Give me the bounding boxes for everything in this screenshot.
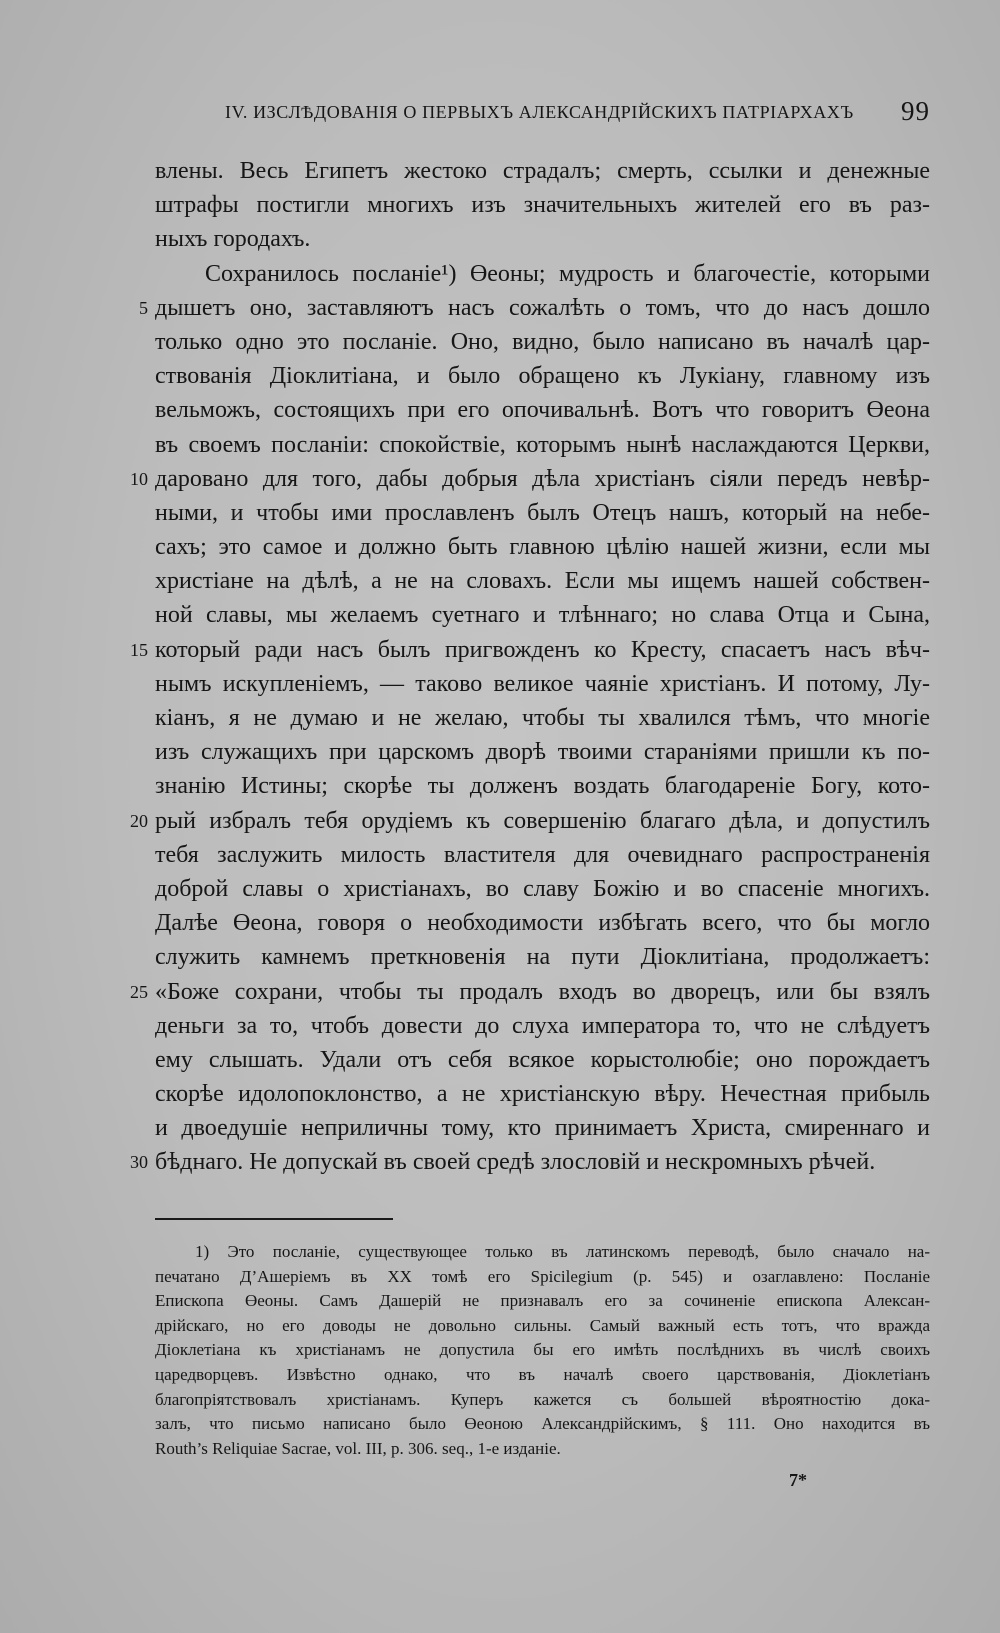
text-line xyxy=(155,872,930,906)
text-line xyxy=(155,598,930,632)
running-title: IV. ИЗСЛѢДОВАНІЯ О ПЕРВЫХЪ АЛЕКСАНДРІЙСКИХЪ ПАТРІАРХАХЪ xyxy=(225,102,854,122)
line-number: 25 xyxy=(130,981,148,1002)
text-line xyxy=(130,804,930,838)
line-text: въ своемъ посланіи: спокойствіе, которымъ нынѣ наслаждаются Церкви, xyxy=(155,431,930,458)
main-text xyxy=(130,154,930,1180)
text-line xyxy=(155,564,930,598)
footnote-line xyxy=(155,1437,930,1462)
footnote-line xyxy=(155,1388,930,1413)
footnote-line xyxy=(155,1289,930,1314)
footnote-line xyxy=(155,1265,930,1290)
text-line xyxy=(155,530,930,564)
text-line xyxy=(155,154,930,188)
page-header xyxy=(225,96,930,126)
text-line xyxy=(155,1111,930,1145)
line-text: который ради насъ былъ пригвожденъ ко Кресту, спасаетъ насъ вѣч- xyxy=(155,636,930,663)
line-text: нымъ искупленіемъ, — таково великое чаяніе христіанъ. И потому, Лу- xyxy=(155,670,930,697)
line-text: ныхъ городахъ. xyxy=(155,226,311,253)
footnote-line xyxy=(155,1338,930,1363)
line-text: знанію Истины; скорѣе ты долженъ воздать благодареніе Богу, кото- xyxy=(155,773,930,800)
text-line xyxy=(155,428,930,462)
line-text: дышетъ оно, заставляютъ насъ сожалѣть о томъ, что до насъ дошло xyxy=(155,294,930,321)
text-line xyxy=(155,393,930,427)
footnote-line xyxy=(155,1412,930,1437)
line-text: скорѣе идолопоклонство, а не христіанскую вѣру. Нечестная прибыль xyxy=(155,1081,930,1108)
line-number: 15 xyxy=(130,639,148,660)
line-text: ствованія Діоклитіана, и было обращено къ Лукіану, главному изъ xyxy=(155,363,930,390)
line-text: рый избралъ тебя орудіемъ къ совершенію благаго дѣла, и допустилъ xyxy=(155,807,930,834)
footnote-text: царедворцевъ. Извѣстно однако, что въ началѣ своего царствованія, Діоклетіанъ xyxy=(155,1364,930,1384)
footnote-divider xyxy=(155,1218,393,1220)
text-line xyxy=(130,975,930,1009)
line-text: вельможъ, состоящихъ при его опочивальнѣ. Вотъ что говоритъ Өеона xyxy=(155,397,930,424)
line-text: кіанъ, я не думаю и не желаю, чтобы ты хвалился тѣмъ, что многіе xyxy=(155,705,930,731)
text-line xyxy=(155,325,930,359)
footnote-text: Епископа Өеоны. Самъ Дашерій не признавалъ его за сочиненіе епископа Алексан- xyxy=(155,1291,930,1311)
line-text: тебя заслужить милость властителя для очевиднаго распространенія xyxy=(155,841,930,868)
text-line xyxy=(139,291,930,325)
line-text: служить камнемъ преткновенія на пути Діоклитіана, продолжаетъ: xyxy=(155,944,930,971)
line-text: доброй славы о христіанахъ, во славу Божію и во спасеніе многихъ. xyxy=(155,875,930,902)
signature-mark: 7* xyxy=(789,1470,807,1490)
line-text: сахъ; это самое и должно быть главною цѣлію нашей жизни, если мы xyxy=(155,534,930,561)
line-text: даровано для того, дабы добрыя дѣла христіанъ сіяли передъ невѣр- xyxy=(155,465,930,492)
text-line xyxy=(155,838,930,872)
line-text: ему слышать. Удали отъ себя всякое корыстолюбіе; оно порождаетъ xyxy=(155,1046,930,1073)
line-text: деньги за то, чтобъ довести до слуха императора то, что не слѣдуетъ xyxy=(155,1012,930,1039)
footnote-line xyxy=(155,1240,930,1265)
text-line xyxy=(155,667,930,701)
line-text: ной славы, мы желаемъ суетнаго и тлѣннаго; но слава Отца и Сына, xyxy=(155,602,930,629)
line-text: и двоедушіе неприличны тому, кто принимаетъ Христа, смиреннаго и xyxy=(155,1115,930,1142)
footnote-text: благопріятствовалъ христіанамъ. Куперъ кажется съ большей вѣроятностію дока- xyxy=(155,1389,930,1409)
text-line xyxy=(155,769,930,803)
footnote-text: Діоклетіана къ христіанамъ не допустила бы его имѣть послѣднихъ въ числѣ своихъ xyxy=(155,1340,930,1360)
footnote-text: печатано Д’Ашеріемъ въ XX томѣ его Spicilegium (р. 545) и озаглавлено: Посланіе xyxy=(155,1266,930,1286)
text-line xyxy=(155,735,930,769)
line-text: христіане на дѣлѣ, а не на словахъ. Если мы ищемъ нашей собствен- xyxy=(155,568,930,595)
line-text: изъ служащихъ при царскомъ дворѣ твоими стараніями пришли къ по- xyxy=(155,739,930,766)
line-number: 10 xyxy=(130,468,148,489)
text-line xyxy=(155,257,930,291)
line-text: «Боже сохрани, чтобы ты продалъ входъ во дворецъ, или бы взялъ xyxy=(155,978,930,1005)
line-text: только одно это посланіе. Оно, видно, было написано въ началѣ цар- xyxy=(155,328,930,355)
text-line xyxy=(155,222,930,256)
footnote-line xyxy=(155,1314,930,1339)
text-line xyxy=(155,940,930,974)
text-line xyxy=(130,633,930,667)
text-line xyxy=(155,701,930,735)
footnote-text: залъ, что письмо написано было Өеоною Александрійскимъ, § 111. Оно находится въ xyxy=(155,1414,930,1434)
text-line xyxy=(155,359,930,393)
line-number: 20 xyxy=(130,810,148,831)
footnotes xyxy=(155,1240,930,1461)
footnote-text: дрійскаго, но его доводы не довольно сильны. Самый важный есть тотъ, что вражда xyxy=(155,1315,930,1335)
text-line xyxy=(155,188,930,222)
footnote-text: 1) Это посланіе, существующее только въ латинскомъ переводѣ, было сначало на- xyxy=(195,1242,930,1261)
line-text: ными, и чтобы ими прославленъ былъ Отецъ нашъ, который на небе- xyxy=(155,499,930,526)
text-line xyxy=(130,1145,930,1179)
line-text: штрафы постигли многихъ изъ значительныхъ жителей его въ раз- xyxy=(155,192,930,219)
text-line xyxy=(155,1043,930,1077)
page-number: 99 xyxy=(901,96,930,126)
line-text: Сохранилось посланіе¹) Өеоны; мудрость и благочестіе, которыми xyxy=(205,260,930,287)
line-number: 5 xyxy=(139,297,148,318)
line-number: 30 xyxy=(130,1152,148,1173)
text-line xyxy=(130,462,930,496)
line-text: бѣднаго. Не допускай въ своей средѣ злословій и нескромныхъ рѣчей. xyxy=(155,1149,876,1176)
text-line xyxy=(155,1009,930,1043)
line-text: Далѣе Өеона, говоря о необходимости избѣгать всего, что бы могло xyxy=(155,910,930,937)
footnote-line xyxy=(155,1363,930,1388)
line-text: влены. Весь Египетъ жестоко страдалъ; смерть, ссылки и денежные xyxy=(155,158,930,184)
text-line xyxy=(155,1077,930,1111)
text-line xyxy=(155,496,930,530)
text-line xyxy=(155,906,930,940)
footnote-text: Routh’s Reliquiae Sacrae, vol. III, р. 306. seq., 1-е изданіе. xyxy=(155,1438,561,1458)
